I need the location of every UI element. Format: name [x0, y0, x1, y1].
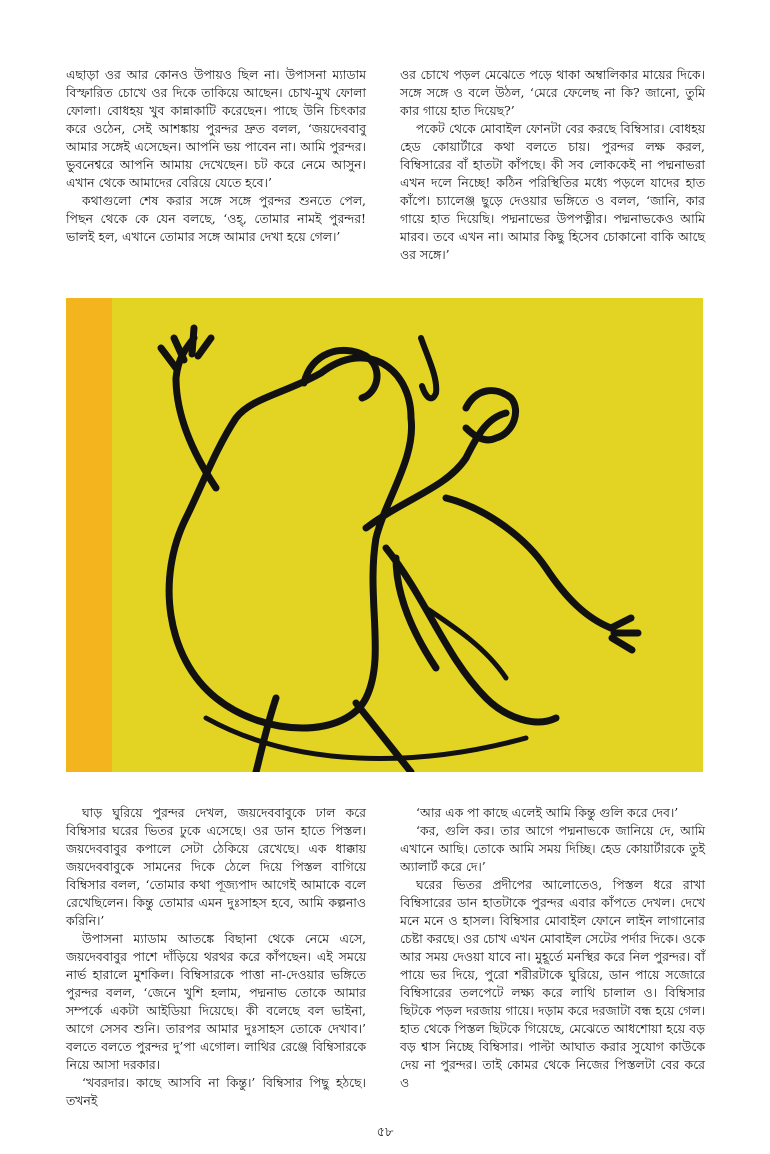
paragraph: ঘাড় ঘুরিয়ে পুরন্দর দেখল, জয়দেববাবুকে ঢাল করে বিম্বিসার ঘরের ভিতর ঢুকে এসেছে। ওর ডান হাতে পিস্তল। জয়দেববাবুর কপালে সেটা ঠেকিয়ে রেখেছে। এক ধাক্কায় জয়দেববাবুকে সামনের দিকে ঠেলে দিয়ে পিস্তল বাগিয়ে বিম্বিসার বলল, ‘তোমার কথা পূজ্যপাদ আগেই আমাকে বলে রেখেছিলেন। কিন্তু তোমার এমন দুঃসাহস হবে, আমি কল্পনাও করিনি।’: [66, 805, 366, 928]
fight-scene-drawing: [66, 298, 703, 772]
paragraph: ঘরের ভিতর প্রদীপের আলোতেও, পিস্তল ধরে রাখা বিম্বিসারের ডান হাতটাকে পুরন্দর এবার কাঁপতে দেখল। দেখে মনে মনে ও হাসল। বিম্বিসার মোবাইল ফোনে লাইন লাগানোর চেষ্টা করছে। ওর চোখ এখন মোবাইল সেটের পর্দার দিকে। ওকে আর সময় দেওয়া যাবে না। মুহূর্তে মনস্থির করে নিল পুরন্দর। বাঁ পায়ে ভর দিয়ে, পুরো শরীরটাকে ঘুরিয়ে, ডান পায়ে সজোরে বিম্বিসারের তলপেটে লক্ষ্য করে লাথি চালাল ও। বিম্বিসার ছিটকে পড়ল দরজায় গায়ে। দড়াম করে দরজাটা বন্ধ হয়ে গেল। হাত থেকে পিস্তল ছিটকে গিয়েছে, মেঝেতে আধশোয়া হয়ে বড় বড় শ্বাস নিচ্ছে বিম্বিসার। পাল্টা আঘাত করার সুযোগ কাউকে দেয় না পুরন্দর। তাই কোমর থেকে নিজের পিস্তলটা বের করে ও: [400, 877, 705, 1090]
text-column-bottom-left: [66, 804, 366, 1110]
paragraph: ওর চোখে পড়ল মেঝেতে পড়ে থাকা অম্বালিকার মায়ের দিকে। সঙ্গে সঙ্গে ও বলে উঠল, ‘মেরে ফেলেছ না কি? জানো, তুমি কার গায়ে হাত দিয়েছ?’: [400, 67, 705, 118]
text-column-top-right: [400, 66, 705, 264]
paragraph: এছাড়া ওর আর কোনও উপায়ও ছিল না। উপাসনা ম্যাডাম বিস্ফারিত চোখে ওর দিকে তাকিয়ে আছেন। চোখ-মুখ ফোলা ফোলা। বোধহয় খুব কান্নাকাটি করেছেন। পাছে উনি চিৎকার করে ওঠেন, সেই আশঙ্কায় পুরন্দর দ্রুত বলল, ‘জয়দেববাবু আমার সঙ্গেই এসেছেন। আপনি ভয় পাবেন না। আমি পুরন্দর। ভুবনেশ্বরে আপনি আমায় দেখেছেন। চট করে নেমে আসুন। এখান থেকে আমাদের বেরিয়ে যেতে হবে।’: [66, 67, 366, 190]
paragraph: পকেট থেকে মোবাইল ফোনটা বের করছে বিম্বিসার। বোধহয় হেড কোয়ার্টারে কথা বলতে চায়। পুরন্দর লক্ষ করল, বিম্বিসারের বাঁ হাতটা কাঁপছে। কী সব লোককেই না পদ্মনাভরা এখন দলে নিচ্ছে! কঠিন পরিস্থিতির মধ্যে পড়লে যাদের হাত কাঁপে। চ্যালেঞ্জ ছুড়ে দেওয়ার ভঙ্গিতে ও বলল, ‘জানি, কার গায়ে হাত দিয়েছি। পদ্মনাভের উপপত্নীর। পদ্মনাভকেও আমি মারব। তবে এখন না। আমার কিছু হিসেব চোকানো বাকি আছে ওর সঙ্গে।’: [400, 121, 705, 262]
paragraph: ‘কর, গুলি কর। তার আগে পদ্মনাভকে জানিয়ে দে, আমি এখানে আছি। তোকে আমি সময় দিচ্ছি। হেড কোয়ার্টারকে তুই অ্যালার্ট করে দে।’: [400, 823, 705, 874]
paragraph: ‘খবরদার। কাছে আসবি না কিন্তু।’ বিম্বিসার পিছু হঠছে। তখনই: [66, 1075, 366, 1108]
paragraph: ‘আর এক পা কাছে এলেই আমি কিন্তু গুলি করে দেব।’: [416, 805, 679, 820]
paragraph: উপাসনা ম্যাডাম আতঙ্কে বিছানা থেকে নেমে এসে, জয়দেববাবুর পাশে দাঁড়িয়ে থরথর করে কাঁপছেন। এই সময়ে নার্ভ হারালে মুশকিল। বিম্বিসারকে পাত্তা না-দেওয়ার ভঙ্গিতে পুরন্দর বলল, ‘জেনে খুশি হলাম, পদ্মনাভ তোকে আমার সম্পর্কে একটা আইডিয়া দিয়েছে। কী বলেছে বল ভাইনা, আগে সেসব শুনি। তারপর আমার দুঃসাহস তোকে দেখাব।’ বলতে বলতে পুরন্দর দু’পা এগোল। লাথির রেঞ্জে বিম্বিসারকে নিয়ে আসা দরকার।: [66, 931, 366, 1072]
page-number: ৫৮: [376, 1125, 394, 1140]
paragraph: কথাগুলো শেষ করার সঙ্গে সঙ্গে পুরন্দর শুনতে পেল, পিছন থেকে কে যেন বলছে, ‘ওহ্, তোমার নামই পুরন্দর! ভালই হল, এখানে তোমার সঙ্গে আমার দেখা হয়ে গেল।’: [66, 193, 366, 244]
text-column-top-left: [66, 66, 366, 246]
illustration: [66, 298, 703, 772]
text-column-bottom-right: [400, 804, 705, 1092]
